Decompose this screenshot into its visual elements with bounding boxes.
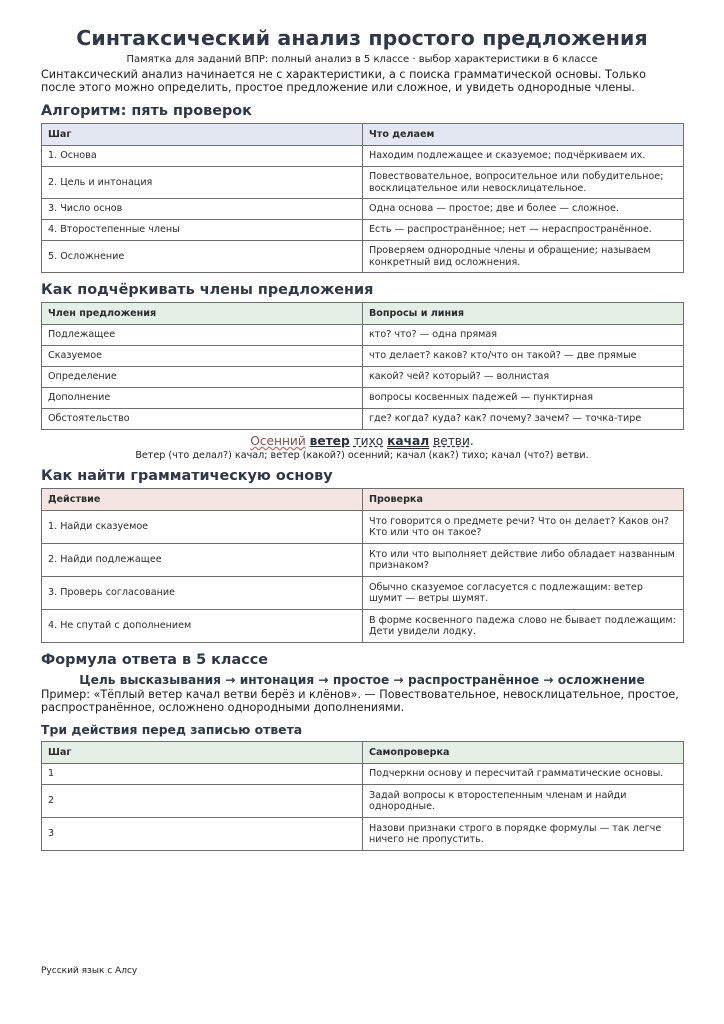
basis-table — [41, 488, 684, 643]
check-table — [41, 741, 684, 851]
column-header: Вопросы и линия — [363, 303, 684, 325]
table-cell: Повествовательное, вопросительное или побудительное; восклицательное или невосклицательное. — [363, 167, 684, 199]
table-row — [42, 409, 684, 430]
table-row — [42, 325, 684, 346]
table-cell: что делает? каков? кто/что он такой? — две прямые — [363, 346, 684, 367]
table-header-row — [42, 742, 684, 764]
table-cell: Обстоятельство — [42, 409, 363, 430]
table-cell: Определение — [42, 367, 363, 388]
table-row — [42, 199, 684, 220]
table-row — [42, 146, 684, 167]
column-header: Шаг — [42, 742, 363, 764]
table-row — [42, 388, 684, 409]
example-sentence — [41, 434, 683, 449]
column-header: Действие — [42, 489, 363, 511]
table-header-row — [42, 489, 684, 511]
table-row — [42, 220, 684, 241]
table-cell: Есть — распространённое; нет — нераспространённое. — [363, 220, 684, 241]
table-cell: Что говорится о предмете речи? Что он делает? Каков он? Кто или что он такое? — [363, 511, 684, 544]
page-title: Синтаксический анализ простого предложения — [76, 26, 648, 50]
formula-line: Цель высказывания → интонация → простое → распространённое → осложнение — [79, 673, 645, 687]
table-cell: Кто или что выполняет действие либо обладает названным признаком? — [363, 544, 684, 577]
section-heading-underline: Как подчёркивать члены предложения — [41, 282, 374, 298]
table-row — [42, 764, 684, 785]
column-header: Член предложения — [42, 303, 363, 325]
table-cell: 1 — [42, 764, 363, 785]
table-row — [42, 544, 684, 577]
table-cell: 1. Основа — [42, 146, 363, 167]
section-heading-formula: Формула ответа в 5 классе — [41, 652, 268, 668]
table-cell: 3. Число основ — [42, 199, 363, 220]
column-header: Проверка — [363, 489, 684, 511]
section-heading-algorithm: Алгоритм: пять проверок — [41, 103, 252, 119]
page-subtitle: Памятка для заданий ВПР: полный анализ в 5 классе · выбор характеристики в 6 классе — [126, 54, 598, 65]
table-cell: Подчеркни основу и пересчитай грамматические основы. — [363, 764, 684, 785]
table-cell: Задай вопросы к второстепенным членам и найди однородные. — [363, 785, 684, 818]
column-header: Шаг — [42, 124, 363, 146]
example-questions: Ветер (что делал?) качал; ветер (какой?) осенний; качал (как?) тихо; качал (что?) ветви. — [135, 450, 589, 461]
table-cell: Назови признаки строго в порядке формулы — так легче ничего не пропустить. — [363, 818, 684, 851]
intro-paragraph: Синтаксический анализ начинается не с характеристики, а с поиска грамматической основы. Только после этого можно определить, простое предложение или сложное, и увидеть однородные члены. — [41, 68, 646, 94]
word-object: ветви — [433, 434, 470, 448]
page-footer: Русский язык с Алсу — [41, 966, 138, 976]
table-cell: 3 — [42, 818, 363, 851]
table-cell: какой? чей? который? — волнистая — [363, 367, 684, 388]
word-subject: ветер — [309, 434, 350, 448]
section-heading-basis: Как найти грамматическую основу — [41, 468, 333, 484]
section-heading-check: Три действия перед записью ответа — [41, 722, 303, 737]
column-header: Самопроверка — [363, 742, 684, 764]
table-cell: кто? что? — одна прямая — [363, 325, 684, 346]
table-cell: Проверяем однородные члены и обращение; называем конкретный вид осложнения. — [363, 241, 684, 273]
table-cell: Подлежащее — [42, 325, 363, 346]
formula-example: Пример: «Тёплый ветер качал ветви берёз и клёнов». — Повествовательное, невосклицательное, простое, распространённое, осложнено однородными дополнениями. — [41, 688, 679, 714]
table-header-row — [42, 303, 684, 325]
table-cell: В форме косвенного падежа слово не бывает подлежащим: Дети увидели лодку. — [363, 610, 684, 643]
table-cell: 4. Второстепенные члены — [42, 220, 363, 241]
table-cell: 5. Осложнение — [42, 241, 363, 273]
table-cell: Сказуемое — [42, 346, 363, 367]
table-row — [42, 785, 684, 818]
table-row — [42, 610, 684, 643]
column-header: Что делаем — [363, 124, 684, 146]
table-cell: Находим подлежащее и сказуемое; подчёркиваем их. — [363, 146, 684, 167]
document-page — [41, 24, 683, 851]
table-cell: где? когда? куда? как? почему? зачем? — точка-тире — [363, 409, 684, 430]
table-cell: 1. Найди сказуемое — [42, 511, 363, 544]
word-adverbial: тихо — [353, 434, 384, 448]
table-cell: Дополнение — [42, 388, 363, 409]
table-cell: Обычно сказуемое согласуется с подлежащим: ветер шумит — ветры шумят. — [363, 577, 684, 610]
word-definition: Осенний — [250, 434, 306, 448]
table-cell: 3. Проверь согласование — [42, 577, 363, 610]
table-cell: 2 — [42, 785, 363, 818]
table-row — [42, 167, 684, 199]
table-header-row — [42, 124, 684, 146]
table-row — [42, 511, 684, 544]
word-predicate: качал — [387, 434, 430, 448]
algorithm-table — [41, 123, 684, 273]
sentence-end: . — [469, 434, 474, 448]
table-row — [42, 818, 684, 851]
table-row — [42, 577, 684, 610]
table-row — [42, 367, 684, 388]
table-cell: вопросы косвенных падежей — пунктирная — [363, 388, 684, 409]
table-cell: 2. Найди подлежащее — [42, 544, 363, 577]
table-cell: Одна основа — простое; две и более — сложное. — [363, 199, 684, 220]
table-row — [42, 346, 684, 367]
table-cell: 2. Цель и интонация — [42, 167, 363, 199]
table-cell: 4. Не спутай с дополнением — [42, 610, 363, 643]
underline-table — [41, 302, 684, 430]
table-row — [42, 241, 684, 273]
